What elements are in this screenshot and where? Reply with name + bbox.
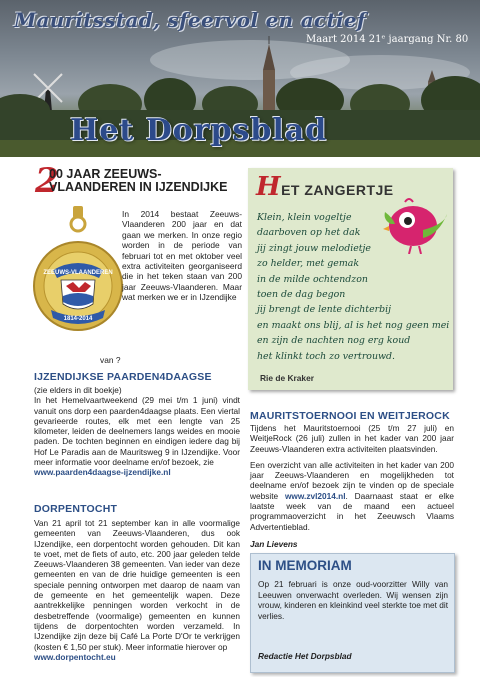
masthead-slogan: Mauritsstad, sfeervol en actief [14, 8, 366, 32]
dorpentocht-text: Van 21 april tot 21 september kan in alle voormalige gemeenten van Zeeuws-Vlaanderen, dus ook IJzendijke, een dorpentocht worden gehouden. Dit kan te voet, met de fiets of auto, etc. 200 jaar geleden telde Zeeuws-Vlaanderen 38 gemeenten. Van ieder van deze gemeenten en van de drie huidige gemeenten is een speciale penning ontworpen met daarop de naam van de gemeente en het gemeentelijk wapen. Deze aantrekkelijke penningen worden verkocht in de desbetreffende (voormalige) gemeenten en kunnen tijdens de dorpentochten worden verzameld. In IJzendijke zijn deze bij Café La Porte D'Or te verkrijgen (kosten € 1,50 per stuk). Meer informatie hierover op [34, 518, 240, 652]
lead-title-initial: 2 [35, 161, 59, 201]
dorpentocht-body [34, 518, 240, 662]
mauritstoernooi-signature: Jan Lievens [250, 538, 298, 549]
dorpentocht-heading: DORPENTOCHT [34, 503, 118, 515]
paarden-heading: IJZENDIJKSE PAARDEN4DAAGSE [34, 371, 212, 383]
anniversary-medal-image [33, 206, 123, 346]
poem-line: toen de dag begon [257, 289, 346, 301]
poem-line: daarboven op het dak [257, 227, 361, 239]
poem-line: en maakt ons blij, al is het nog geen mei [257, 319, 450, 331]
memoriam-signature: Redactie Het Dorpsblad [258, 651, 352, 661]
mauritstoernooi-text-a: Een overzicht van alle activiteiten in het kader van 200 jaar Zeeuws-Vlaanderen en mogelijkheden tot deelname en/of bezoek zijn te vinden op de speciale website [250, 459, 454, 501]
lead-title-line: 00 JAAR ZEEUWS- [49, 167, 162, 181]
poem-box [248, 168, 453, 390]
lead-article-body: In 2014 bestaat Zeeuws-Vlaanderen 200 jaar en dat gaan we merken. In onze regio worden in de periode van februari tot en met oktober veel extra activiteiten georganiseerd die in het teken staan van 200 jaar Zeeuws-Vlaanderen. Maar wat merken we er in IJzendijke [122, 209, 242, 303]
mauritstoernooi-heading: MAURITSTOERNOOI EN WEITJEROCK [250, 410, 450, 422]
poem-title-rest: ET ZANGERTJE [281, 182, 394, 198]
mauritstoernooi-body [250, 423, 454, 549]
masthead-title: Het Dorpsblad [70, 113, 328, 148]
poem-line: jij zingt jouw melodietje [257, 242, 371, 254]
poem-line: jij brengt de lente dichterbij [257, 304, 392, 316]
paarden-note: (zie elders in dit boekje) [34, 385, 122, 395]
mauritstoernooi-text: Tijdens het Mauritstoernooi (25 t/m 27 juli) en WeitjeRock (26 juli) zullen in het kader van 200 jaar Zeeuws-Vlaanderen extra activiteiten plaatsvinden. [250, 423, 454, 454]
poem-line: en zijn de nachten nog erg koud [257, 335, 411, 347]
memoriam-text: Op 21 februari is onze oud-voorzitter Willy van Leeuwen onverwacht overleden. Wij wensen zijn vrouw, kinderen en kleinkind veel sterkte toe met dit verlies. [258, 579, 449, 621]
poem-line: het klinkt toch zo vertrouwd. [257, 350, 395, 362]
mauritstoernooi-text-2 [250, 460, 454, 532]
paarden-text: In het Hemelvaartweekend (29 mei t/m 1 juni) vindt vanuit ons dorp een paarden4daagse plaats. Een viertal gevarieerde routes, elk met een lengte van 25 kilometer, leiden de deelnemers langs weides en mooie paden. De tochten beginnen en eindigen iedere dag bij Hof Le Paradis aan de Mauritsweg 9 in IJzendijke. Voor meer informatie voor deelname en/of bezoek, zie [34, 395, 240, 468]
poem-line: zo helder, met gemak [257, 258, 360, 270]
poem-line: Klein, klein vogeltje [257, 212, 352, 223]
medal-text-top: ZEEUWS-VLAANDEREN [43, 270, 113, 276]
dorpentocht-link[interactable]: www.dorpentocht.eu [34, 651, 116, 662]
poem-title [256, 174, 394, 200]
issue-info: Maart 2014 21ᵉ jaargang Nr. 80 [306, 34, 469, 45]
masthead-banner [0, 0, 480, 157]
lead-title-text [49, 168, 235, 194]
lead-article-body-tail: van ? [100, 355, 121, 365]
poem-title-initial: H [256, 172, 282, 202]
zvl2014-link[interactable]: www.zvl2014.nl [284, 490, 346, 501]
paarden-link[interactable]: www.paarden4daagse-ijzendijke.nl [34, 467, 171, 478]
medal-text-bottom: 1814-2014 [63, 316, 93, 322]
memoriam-heading: IN MEMORIAM [258, 558, 352, 573]
poem-author: Rie de Kraker [260, 373, 314, 383]
lead-title-line: VLAANDEREN IN IJZENDIJKE [49, 180, 228, 194]
poem-text [257, 210, 453, 364]
memoriam-box [250, 553, 455, 673]
mauritstoernooi-text-b: . Daarnaast staat er elke laatste week van de maand een actueel programmaoverzicht in het Zeeuwsch Vlaams Advertentieblad. [250, 490, 454, 532]
poem-line: in de milde ochtendzon [257, 273, 368, 285]
paarden-body [34, 385, 240, 478]
